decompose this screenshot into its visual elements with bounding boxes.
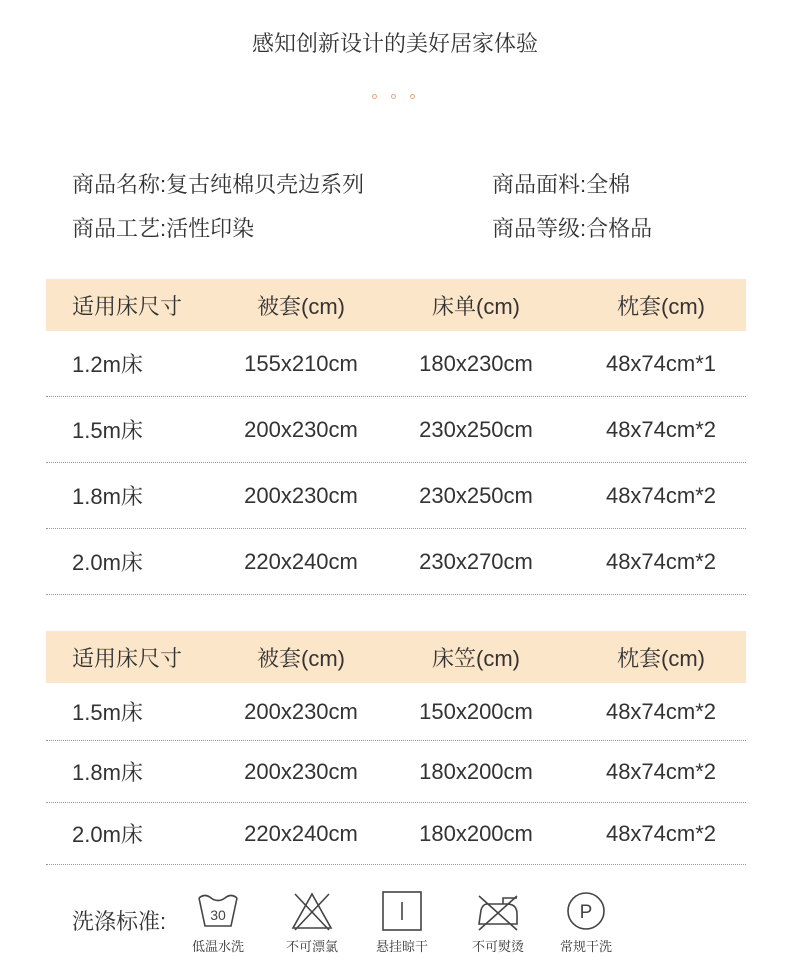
table-cell: 200x230cm <box>244 482 358 508</box>
header-cell: 被套(cm) <box>257 645 345 671</box>
care-label: 洗涤标准: <box>72 909 167 934</box>
table-row <box>46 741 746 803</box>
table-cell: 200x230cm <box>244 698 358 724</box>
table-cell: 230x270cm <box>419 548 533 574</box>
page-title: 感知创新设计的美好居家体验 <box>251 31 538 56</box>
product-fabric-value: 全棉 <box>586 172 631 197</box>
table-cell: 200x230cm <box>244 416 358 442</box>
care-text: 悬挂晾干 <box>375 939 428 954</box>
product-craft-line <box>72 212 254 243</box>
header-cell: 床单(cm) <box>432 293 520 319</box>
care-text: 常规干洗 <box>559 939 612 954</box>
hang-dry-icon <box>379 890 425 932</box>
care-text: 不可漂氯 <box>285 939 338 954</box>
header-cell: 床笠(cm) <box>432 645 520 671</box>
product-name-label: 商品名称: <box>72 172 167 197</box>
table-cell: 180x200cm <box>419 758 533 784</box>
table-header <box>46 631 746 683</box>
table-cell: 1.8m床 <box>72 484 143 509</box>
table-cell: 2.0m床 <box>72 822 143 847</box>
table-header <box>46 279 746 331</box>
table-cell: 230x250cm <box>419 416 533 442</box>
table-cell: 1.5m床 <box>72 418 143 443</box>
table-cell: 220x240cm <box>244 820 358 846</box>
care-dry-clean <box>546 890 626 955</box>
table-row <box>46 529 746 595</box>
table-cell: 220x240cm <box>244 548 358 574</box>
table-cell: 200x230cm <box>244 758 358 784</box>
table-row <box>46 397 746 463</box>
header-cell: 适用床尺寸 <box>72 645 183 671</box>
table-cell: 48x74cm*1 <box>605 350 717 376</box>
table-cell: 48x74cm*2 <box>605 482 717 508</box>
product-grade-line <box>492 212 652 243</box>
table-cell: 48x74cm*2 <box>605 758 717 784</box>
dot-icon <box>410 94 415 99</box>
table-cell: 48x74cm*2 <box>605 698 717 724</box>
table-cell: 1.2m床 <box>72 352 143 377</box>
table-cell: 48x74cm*2 <box>605 416 717 442</box>
table-row <box>46 803 746 865</box>
product-craft-label: 商品工艺: <box>72 216 167 241</box>
no-bleach-icon <box>289 890 335 932</box>
wash-30-icon <box>195 890 241 932</box>
wash-temp-text: 30 <box>210 907 226 923</box>
care-low-temp-wash <box>178 890 258 955</box>
table-row <box>46 683 746 741</box>
care-hang-dry <box>362 890 442 955</box>
product-fabric-line <box>492 168 630 199</box>
product-craft-value: 活性印染 <box>166 216 255 241</box>
table-row <box>46 463 746 529</box>
care-text: 低温水洗 <box>191 939 244 954</box>
table-cell: 180x230cm <box>419 350 533 376</box>
table-cell: 180x200cm <box>419 820 533 846</box>
dry-clean-letter: P <box>579 902 593 923</box>
care-no-iron <box>458 890 538 955</box>
no-iron-icon <box>473 890 523 932</box>
table-cell: 48x74cm*2 <box>605 548 717 574</box>
dot-icon <box>372 94 377 99</box>
product-grade-value: 合格品 <box>586 216 653 241</box>
product-name-value: 复古纯棉贝壳边系列 <box>166 172 365 197</box>
table-cell: 150x200cm <box>419 698 533 724</box>
header-cell: 枕套(cm) <box>617 645 705 671</box>
care-no-bleach <box>272 890 352 955</box>
header-cell: 枕套(cm) <box>617 293 705 319</box>
product-fabric-label: 商品面料: <box>492 172 587 197</box>
dry-clean-p-icon <box>563 890 609 932</box>
table-cell: 155x210cm <box>244 350 358 376</box>
table-cell: 2.0m床 <box>72 550 143 575</box>
size-table-fitted <box>46 631 746 865</box>
table-cell: 1.8m床 <box>72 760 143 785</box>
decorative-dots <box>372 94 422 104</box>
size-table-sheet <box>46 279 746 595</box>
table-cell: 230x250cm <box>419 482 533 508</box>
table-row <box>46 331 746 397</box>
table-cell: 48x74cm*2 <box>605 820 717 846</box>
product-name-line <box>72 168 364 199</box>
table-cell: 1.5m床 <box>72 700 143 725</box>
product-grade-label: 商品等级: <box>492 216 587 241</box>
header-cell: 适用床尺寸 <box>72 293 183 319</box>
header-cell: 被套(cm) <box>257 293 345 319</box>
dot-icon <box>391 94 396 99</box>
care-text: 不可熨烫 <box>471 939 524 954</box>
